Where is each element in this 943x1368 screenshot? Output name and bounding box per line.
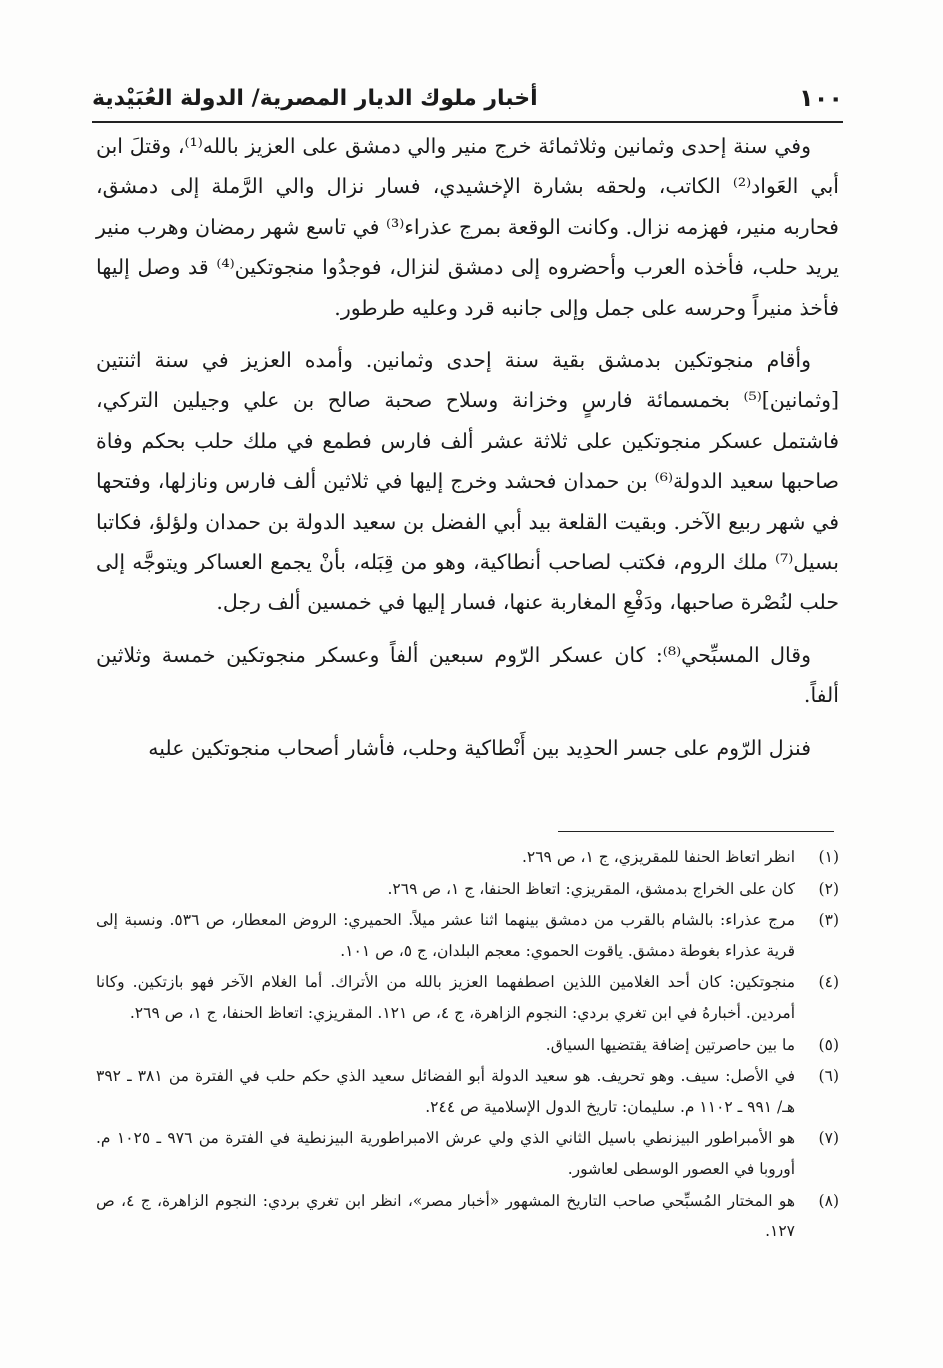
paragraph: وأقام منجوتكين بدمشق بقية سنة إحدى وثمانين. وأمده العزيز في سنة اثنتين [وثمانين]⁽⁵⁾ بخمسمائة فارسٍ وخزانة وسلاح صحبة صالح بن علي وجيلين التركي، فاشتمل عسكر منجوتكين على ثلاثة عشر ألف فارس فطمع في ملك حلب بحكم وفاة صاحبها سعيد الدولة⁽⁶⁾ بن حمدان فحشد وخرج إليها في ثلاثين ألف فارس ونازلها، وفتحها في شهر ربيع الآخر. وبقيت القلعة بيد أبي الفضل بن سعيد الدولة بن حمدان ولؤلؤ، فكاتبا بسيل⁽⁷⁾ ملك الروم، فكتب لصاحب أنطاكية، وهو من قِبَله، بأنْ يجمع العساكر ويتوجَّه إلى حلب لنُصْرة صاحبها، ودَفْعِ المغاربة عنها، فسار إليها في خمسين ألف رجل. [96, 348, 839, 615]
footnote-text: مرج عذراء: بالشام بالقرب من دمشق بينهما اثنا عشر ميلاً. الحميري: الروض المعطار، ص ٥٣٦. ونسبة إلى قرية عذراء بغوطة دمشق. ياقوت الحموي: معجم البلدان، ج ٥، ص ١٠١. [96, 911, 795, 960]
paragraph: وفي سنة إحدى وثمانين وثلاثمائة خرج منير والي دمشق على العزيز بالله⁽¹⁾، وقتلَ ابن أبي العَواد⁽²⁾ الكاتب، ولحقه بشارة الإخشيدي، فسار نزال والي الرَّملة إلى دمشق، فحاربه منير، فهزمه نزال. وكانت الوقعة بمرج عذراء⁽³⁾ في تاسع شهر رمضان وهرب منير يريد حلب، فأخذه العرب وأحضروه إلى دمشق لنزال، فوجدُوا منجوتكين⁽⁴⁾ قد وصل إليها فأخذ منيراً وحرسه على جمل وإلى جانبه قرد وعليه طرطور. [96, 134, 839, 320]
header-rule [92, 121, 843, 123]
footnote-text: هو المختار المُسبِّحي صاحب التاريخ المشهور «أخبار مصر»، انظر ابن تغري بردي: النجوم الزاهرة، ج ٤، ص ١٢٧. [96, 1191, 795, 1241]
page-number: ١٠٠ [799, 84, 843, 112]
footnote-number: (٢) [818, 879, 839, 898]
footnote-number: (٨) [818, 1191, 839, 1210]
footnote-item [96, 905, 839, 966]
footnote-rule [558, 831, 834, 832]
footnote-item [96, 842, 839, 873]
running-title: أخبار ملوك الديار المصرية/ الدولة العُبَيْدية [92, 85, 538, 111]
page-header [92, 76, 843, 120]
footnote-item [96, 1061, 839, 1122]
footnotes [96, 842, 839, 1248]
paragraph: فنزل الرّوم على جسر الحدِيد بين أَنْطاكية وحلب، فأشار أصحاب منجوتكين عليه [148, 735, 811, 760]
footnote-number: (٦) [818, 1067, 839, 1086]
footnote-text: ما بين حاصرتين إضافة يقتضيها السياق. [545, 1035, 795, 1054]
footnote-item [96, 874, 839, 905]
footnote-number: (٧) [818, 1129, 839, 1148]
footnote-text: كان على الخراج بدمشق، المقريزي: اتعاظ الحنفا، ج ١، ص ٢٦٩. [387, 879, 795, 898]
main-text [96, 126, 839, 780]
footnote-number: (٥) [818, 1035, 839, 1054]
footnote-text: هو الأمبراطور البيزنطي باسيل الثاني الذي ولي عرش الامبراطورية البيزنطية في الفترة من ٩٧٦ ـ ١٠٢٥ م. أوروبا في العصور الوسطى لعاشور. [96, 1129, 796, 1178]
footnote-item [96, 1123, 839, 1184]
footnote-text: انظر اتعاظ الحنفا للمقريزي، ج ١، ص ٢٦٩. [521, 848, 795, 866]
footnote-number: (١) [818, 848, 839, 866]
footnote-item [96, 1030, 839, 1061]
footnote-item [96, 967, 839, 1028]
footnote-item [96, 1186, 839, 1247]
footnote-number: (٣) [818, 911, 839, 930]
footnote-text: في الأصل: سيف. وهو تحريف. هو سعيد الدولة أبو الفضائل سعيد الذي حكم حلب في الفترة من ٣٨١ ـ ٣٩٢ هـ/ ٩٩١ ـ ١١٠٢ م. سليمان: تاريخ الدول الإسلامية ص ٢٤٤. [96, 1067, 795, 1116]
paragraph: وقال المسبِّحي⁽⁸⁾: كان عسكر الرّوم سبعين ألفاً وعسكر منجوتكين خمسة وثلاثين ألفاً. [96, 642, 839, 708]
footnote-text: منجوتكين: كان أحد الغلامين اللذين اصطفهما العزيز بالله من الأتراك. أما الغلام الآخر فهو بازتكين. وكانا أمردين. أخبارهُ في ابن تغري بردي: النجوم الزاهرة، ج ٤، ص ١٢١. المقريزي: اتعاظ الحنفا، ج ١، ص ٢٦٩. [96, 973, 795, 1022]
footnote-number: (٤) [818, 973, 839, 992]
